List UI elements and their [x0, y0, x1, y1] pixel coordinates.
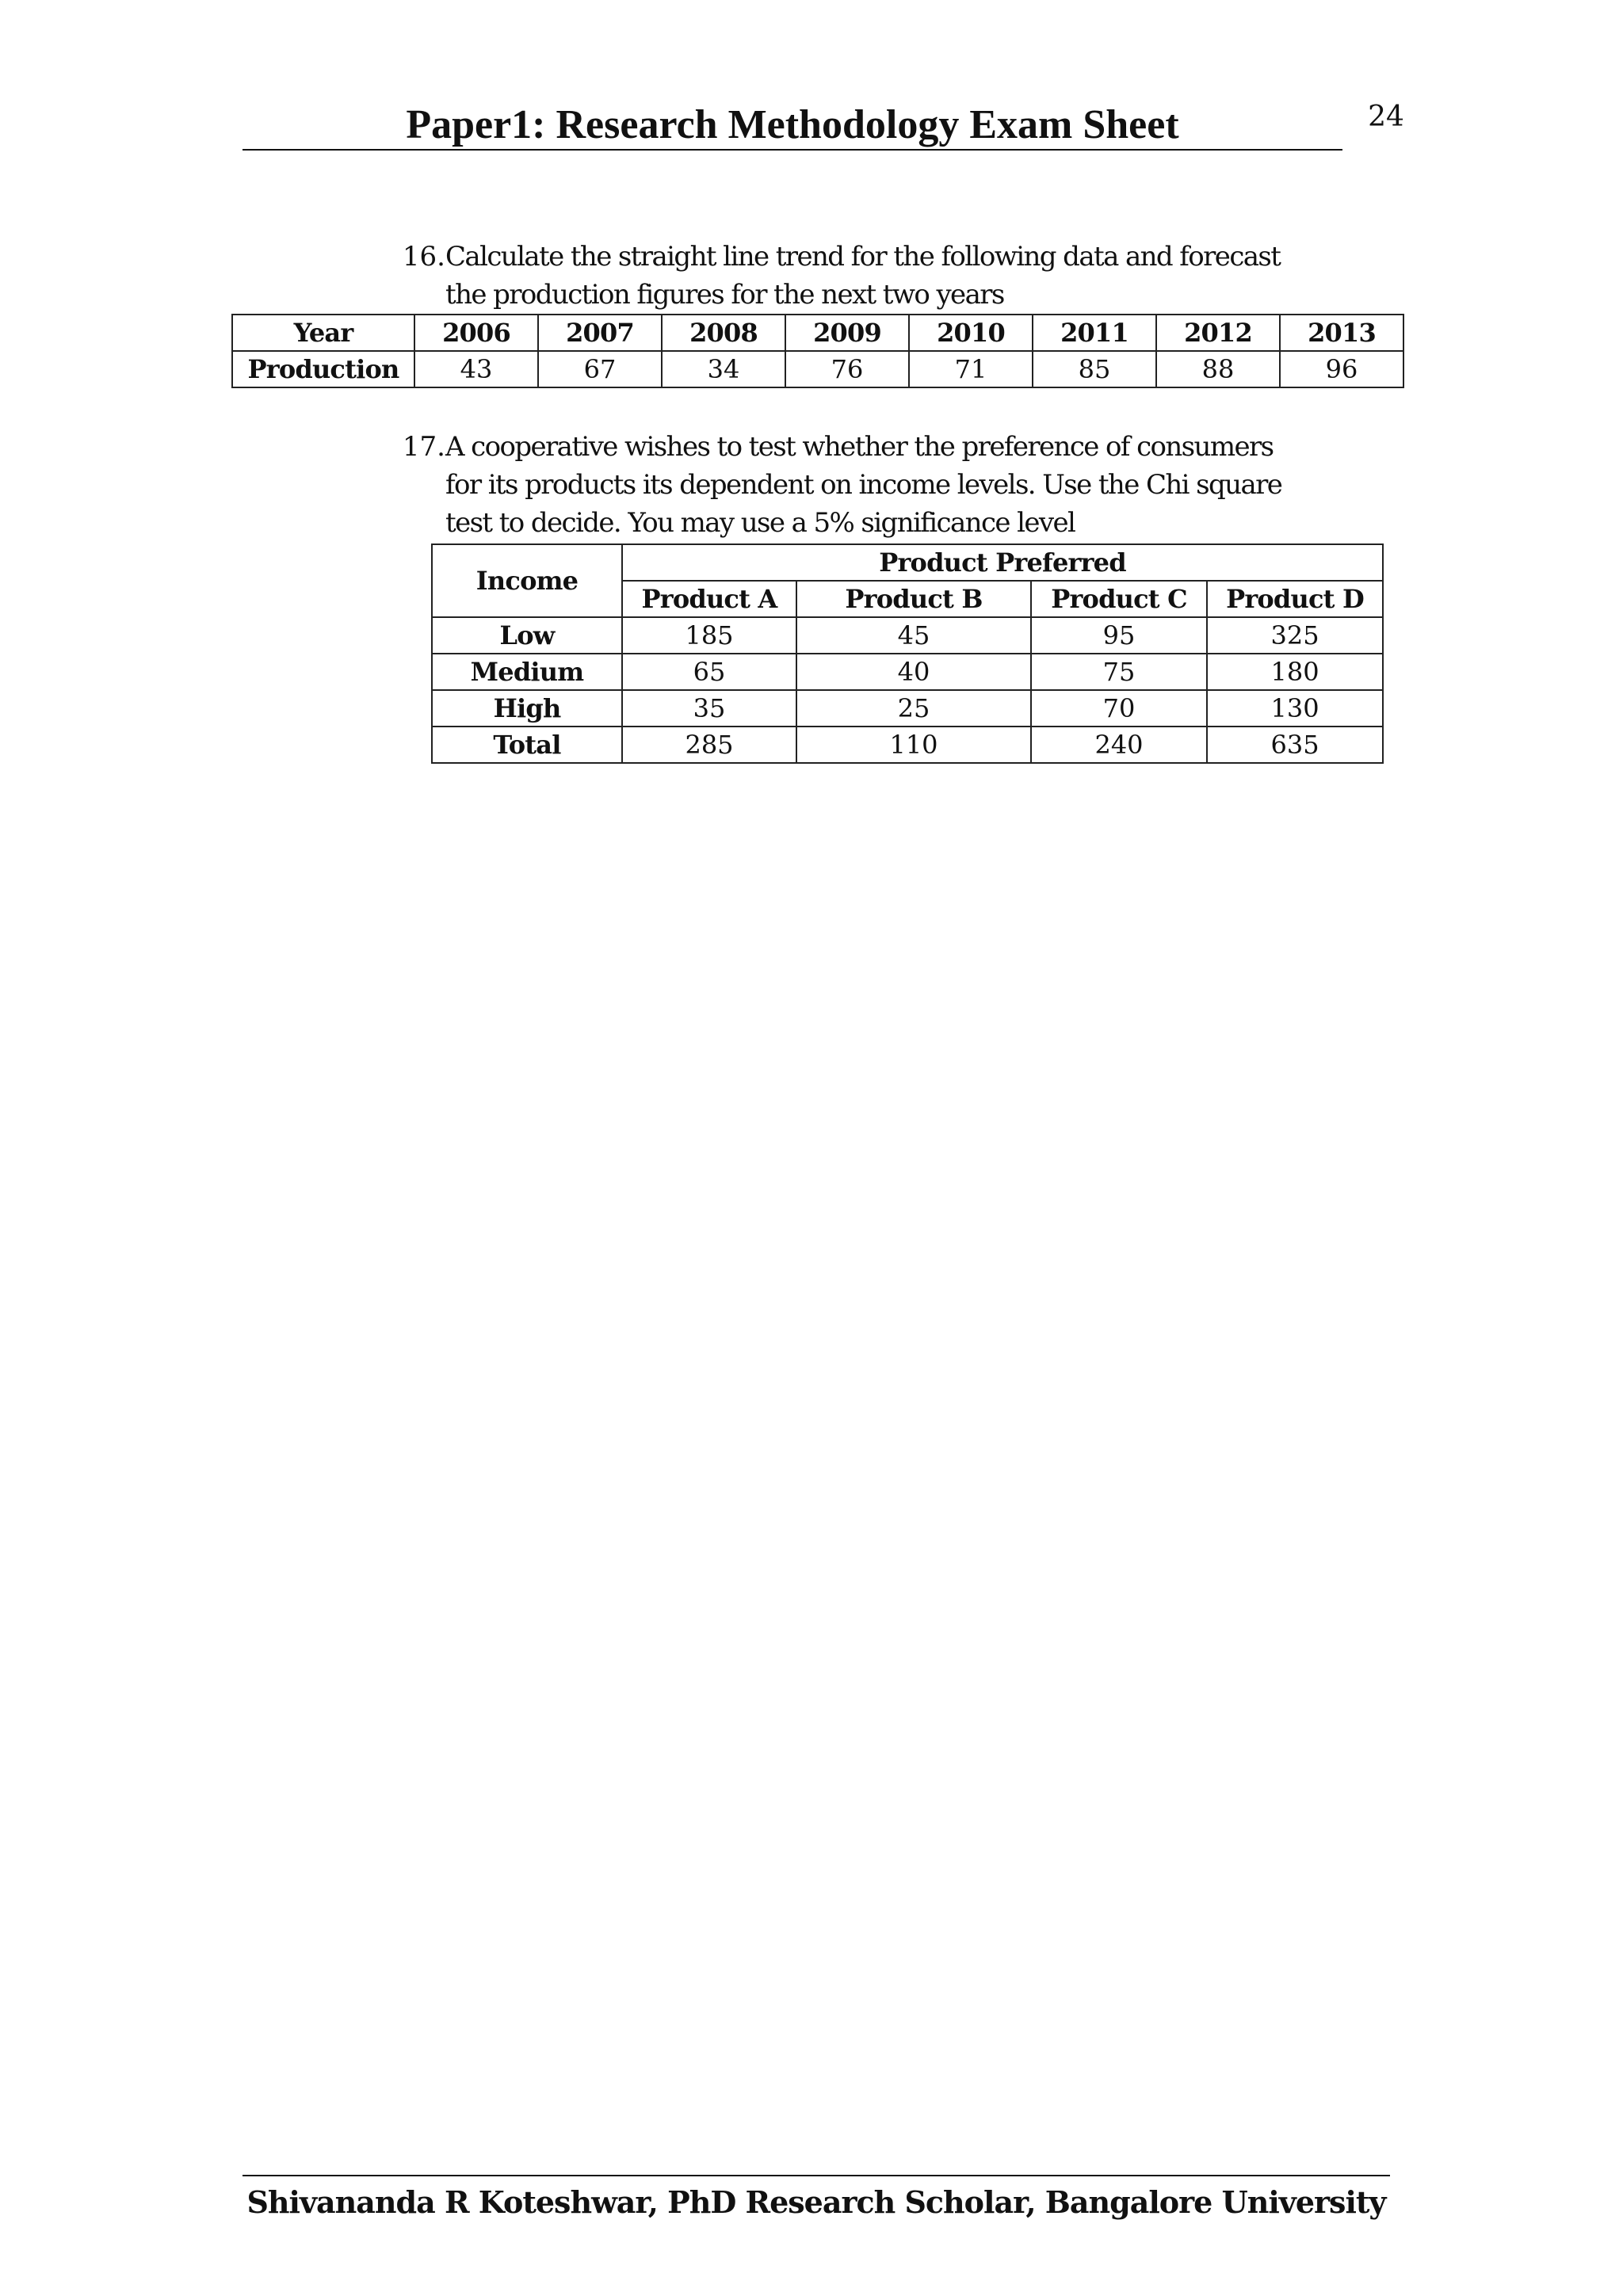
table-cell: 40	[796, 654, 1031, 690]
year-cell: 2009	[785, 315, 909, 351]
column-header: Product A	[622, 581, 796, 617]
table-row	[232, 315, 1403, 351]
production-cell: 88	[1156, 351, 1280, 387]
production-cell: 67	[538, 351, 662, 387]
production-cell: 71	[909, 351, 1033, 387]
table-cell: 130	[1207, 690, 1383, 727]
table-cell: 240	[1031, 727, 1207, 763]
table-cell: 635	[1207, 727, 1383, 763]
table-row	[432, 654, 1383, 690]
question-line: A cooperative wishes to test whether the preference of consumers	[445, 431, 1274, 463]
table-row	[432, 727, 1383, 763]
row-label: High	[432, 690, 622, 727]
table-cell: 95	[1031, 617, 1207, 654]
row-header-production: Production	[232, 351, 414, 387]
table-cell: 25	[796, 690, 1031, 727]
table-cell: 180	[1207, 654, 1383, 690]
table-row	[232, 351, 1403, 387]
table-cell: 35	[622, 690, 796, 727]
table-cell: 185	[622, 617, 796, 654]
question-text	[445, 428, 1393, 542]
column-header: Product D	[1207, 581, 1383, 617]
table-cell: 110	[796, 727, 1031, 763]
row-label: Total	[432, 727, 622, 763]
year-cell: 2011	[1033, 315, 1156, 351]
year-cell: 2013	[1280, 315, 1403, 351]
column-header: Product C	[1031, 581, 1207, 617]
row-header-year: Year	[232, 315, 414, 351]
table-cell: 285	[622, 727, 796, 763]
production-cell: 96	[1280, 351, 1403, 387]
year-cell: 2006	[414, 315, 538, 351]
year-cell: 2012	[1156, 315, 1280, 351]
table-cell: 65	[622, 654, 796, 690]
question-number: 17.	[402, 431, 445, 463]
question-number: 16.	[402, 241, 445, 273]
row-label: Low	[432, 617, 622, 654]
production-trend-table	[231, 314, 1404, 388]
income-preference-table	[431, 543, 1384, 764]
year-cell: 2007	[538, 315, 662, 351]
question-16	[395, 238, 1393, 314]
question-line: test to decide. You may use a 5% significance level	[445, 507, 1075, 539]
row-label: Medium	[432, 654, 622, 690]
page-title: Paper1: Research Methodology Exam Sheet	[406, 102, 1179, 147]
income-header: Income	[432, 544, 622, 617]
question-line: Calculate the straight line trend for the following data and forecast	[445, 241, 1281, 273]
production-cell: 76	[785, 351, 909, 387]
page-number: 24	[1368, 101, 1404, 133]
table-cell: 45	[796, 617, 1031, 654]
question-line: for its products its dependent on income levels. Use the Chi square	[445, 469, 1282, 501]
table-cell: 70	[1031, 690, 1207, 727]
table-row	[432, 544, 1383, 581]
product-preferred-header: Product Preferred	[622, 544, 1383, 581]
footer-author: Shivananda R Koteshwar, PhD Research Scholar, Bangalore University	[246, 2184, 1386, 2220]
table-row	[432, 617, 1383, 654]
table-cell: 75	[1031, 654, 1207, 690]
year-cell: 2008	[662, 315, 785, 351]
column-header: Product B	[796, 581, 1031, 617]
header-divider	[242, 149, 1342, 151]
question-text	[445, 238, 1393, 314]
table-cell: 325	[1207, 617, 1383, 654]
production-cell: 85	[1033, 351, 1156, 387]
question-17	[395, 428, 1393, 542]
table-row	[432, 690, 1383, 727]
question-line: the production figures for the next two years	[445, 279, 1004, 311]
year-cell: 2010	[909, 315, 1033, 351]
production-cell: 34	[662, 351, 785, 387]
footer-divider	[242, 2175, 1390, 2176]
production-cell: 43	[414, 351, 538, 387]
